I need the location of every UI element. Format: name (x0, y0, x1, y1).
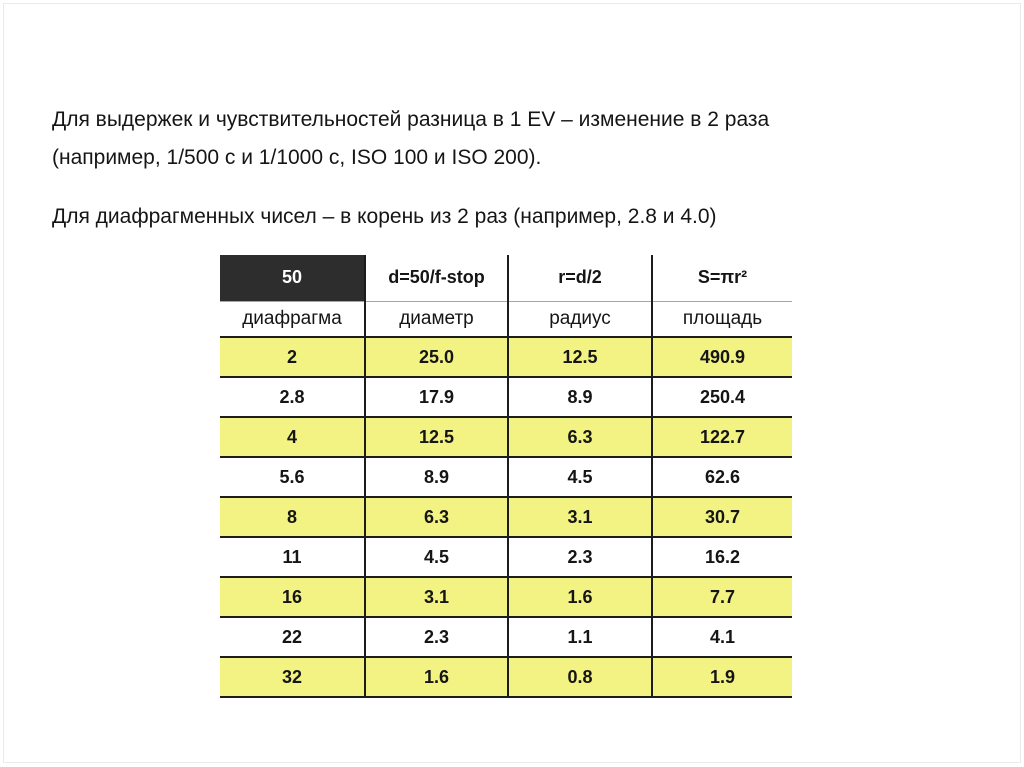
cell-area: 30.7 (652, 497, 792, 537)
header-diameter-label: диаметр (365, 301, 508, 337)
cell-radius: 12.5 (508, 337, 652, 377)
cell-radius: 6.3 (508, 417, 652, 457)
cell-aperture: 11 (220, 537, 365, 577)
cell-area: 7.7 (652, 577, 792, 617)
cell-aperture: 2 (220, 337, 365, 377)
cell-radius: 4.5 (508, 457, 652, 497)
table-row (220, 657, 792, 697)
note-paragraph (52, 198, 972, 236)
cell-radius: 0.8 (508, 657, 652, 697)
header-aperture-label: диафрагма (220, 301, 365, 337)
cell-diameter: 12.5 (365, 417, 508, 457)
cell-area: 1.9 (652, 657, 792, 697)
cell-aperture: 2.8 (220, 377, 365, 417)
header-area-label: площадь (652, 301, 792, 337)
cell-aperture: 16 (220, 577, 365, 617)
cell-diameter: 17.9 (365, 377, 508, 417)
header-radius-label: радиус (508, 301, 652, 337)
cell-diameter: 25.0 (365, 337, 508, 377)
table-header-label-row (220, 301, 792, 337)
header-focal-length: 50 (220, 255, 365, 301)
cell-radius: 1.6 (508, 577, 652, 617)
cell-diameter: 6.3 (365, 497, 508, 537)
cell-area: 16.2 (652, 537, 792, 577)
cell-aperture: 8 (220, 497, 365, 537)
cell-aperture: 5.6 (220, 457, 365, 497)
table-row (220, 537, 792, 577)
cell-area: 250.4 (652, 377, 792, 417)
header-radius-formula: r=d/2 (508, 255, 652, 301)
table-row (220, 497, 792, 537)
cell-radius: 8.9 (508, 377, 652, 417)
aperture-table (220, 255, 792, 698)
cell-diameter: 2.3 (365, 617, 508, 657)
cell-radius: 2.3 (508, 537, 652, 577)
header-area-formula: S=πr² (652, 255, 792, 301)
header-diameter-formula: d=50/f-stop (365, 255, 508, 301)
cell-diameter: 8.9 (365, 457, 508, 497)
intro-line-2: (например, 1/500 с и 1/1000 с, ISO 100 и ISO 200). (52, 146, 542, 169)
table-header-formula-row (220, 255, 792, 301)
cell-aperture: 4 (220, 417, 365, 457)
cell-radius: 3.1 (508, 497, 652, 537)
cell-area: 4.1 (652, 617, 792, 657)
table-row (220, 577, 792, 617)
table-row (220, 337, 792, 377)
table-row (220, 617, 792, 657)
cell-diameter: 1.6 (365, 657, 508, 697)
cell-area: 122.7 (652, 417, 792, 457)
cell-diameter: 3.1 (365, 577, 508, 617)
intro-line-1: Для выдержек и чувствительностей разница в 1 EV – изменение в 2 раза (52, 108, 770, 131)
cell-aperture: 22 (220, 617, 365, 657)
cell-diameter: 4.5 (365, 537, 508, 577)
table-row (220, 377, 792, 417)
table-row (220, 457, 792, 497)
cell-radius: 1.1 (508, 617, 652, 657)
cell-aperture: 32 (220, 657, 365, 697)
cell-area: 62.6 (652, 457, 792, 497)
cell-area: 490.9 (652, 337, 792, 377)
note-line: Для диафрагменных чисел – в корень из 2 раз (например, 2.8 и 4.0) (52, 205, 717, 228)
intro-paragraph (52, 101, 972, 177)
table-row (220, 417, 792, 457)
